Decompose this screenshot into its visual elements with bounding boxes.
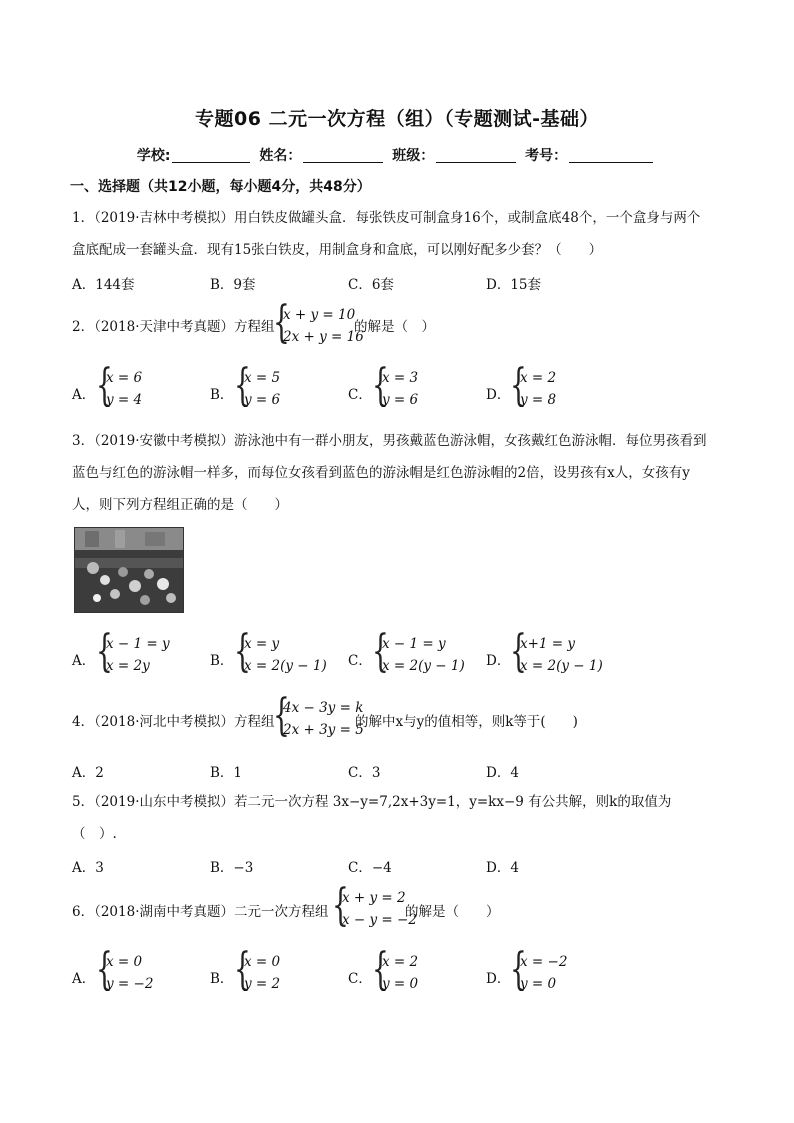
option-eq-2: x = 2(y − 1) bbox=[520, 658, 603, 674]
option-eq-2: y = 0 bbox=[382, 976, 419, 992]
q4-prefix: 4．（2018·河北中考模拟）方程组 bbox=[72, 714, 275, 730]
swimming-pool-photo bbox=[74, 527, 184, 613]
option-eq-2: y = 6 bbox=[382, 392, 419, 408]
option-eq-1: x = 2 bbox=[382, 954, 419, 970]
student-info-line bbox=[0, 145, 794, 165]
q4-suffix: 的解中x与y的值相等，则k等于( ) bbox=[355, 714, 578, 730]
option-eq-2: y = −2 bbox=[106, 976, 154, 992]
q3-option-c-label[interactable]: C． bbox=[348, 653, 372, 669]
option-eq-2: y = 6 bbox=[244, 392, 281, 408]
q1-option-d[interactable]: D．15套 bbox=[486, 277, 542, 293]
brace-icon: { bbox=[234, 360, 251, 411]
brace-icon: { bbox=[96, 360, 113, 411]
q6-option-a-label[interactable]: A． bbox=[72, 971, 96, 987]
brace-icon: { bbox=[332, 880, 349, 931]
q4-equation-1: 4x − 3y = k bbox=[283, 700, 364, 716]
brace-icon: { bbox=[372, 626, 389, 677]
option-eq-1: x = 3 bbox=[382, 370, 419, 386]
q3-text-line2: 蓝色与红色的游泳帽一样多，而每位女孩看到蓝色的游泳帽是红色游泳帽的2倍，设男孩有x人，女孩有y bbox=[72, 465, 690, 481]
school-label: 学校: bbox=[136, 148, 171, 164]
brace-icon: { bbox=[510, 944, 527, 995]
name-label: 姓名： bbox=[259, 148, 302, 164]
q2-prefix: 2．（2018·天津中考真题）方程组 bbox=[72, 319, 275, 335]
exam-no-label: 考号： bbox=[525, 148, 568, 164]
brace-icon: { bbox=[234, 626, 251, 677]
q3-text-line3: 人，则下列方程组正确的是（ ） bbox=[72, 497, 288, 513]
class-blank[interactable] bbox=[436, 148, 516, 163]
brace-icon: { bbox=[372, 360, 389, 411]
q1-option-a[interactable]: A．144套 bbox=[72, 277, 135, 293]
q6-equation-1: x + y = 2 bbox=[342, 890, 406, 906]
q5-text-line2: （ ）. bbox=[72, 826, 117, 842]
q6-option-c-label[interactable]: C． bbox=[348, 971, 372, 987]
brace-icon: { bbox=[510, 626, 527, 677]
option-eq-2: y = 8 bbox=[520, 392, 557, 408]
brace-icon: { bbox=[372, 944, 389, 995]
q2-option-c-label[interactable]: C． bbox=[348, 387, 372, 403]
school-blank[interactable] bbox=[172, 148, 250, 163]
q4-option-a[interactable]: A．2 bbox=[72, 765, 104, 781]
q6-suffix: 的解是（ ） bbox=[405, 904, 500, 920]
option-eq-1: x − 1 = y bbox=[382, 636, 446, 652]
option-eq-2: y = 4 bbox=[106, 392, 143, 408]
q4-option-d[interactable]: D．4 bbox=[486, 765, 519, 781]
option-eq-1: x = 6 bbox=[106, 370, 143, 386]
q5-option-a[interactable]: A．3 bbox=[72, 860, 104, 876]
name-blank[interactable] bbox=[303, 148, 383, 163]
q4-option-c[interactable]: C．3 bbox=[348, 765, 381, 781]
brace-icon: { bbox=[273, 690, 290, 741]
q6-option-d-label[interactable]: D． bbox=[486, 971, 511, 987]
q4-option-b[interactable]: B．1 bbox=[210, 765, 243, 781]
q1-option-b[interactable]: B．9套 bbox=[210, 277, 256, 293]
option-eq-2: x = 2(y − 1) bbox=[382, 658, 465, 674]
class-label: 班级： bbox=[392, 148, 435, 164]
option-eq-1: x = y bbox=[244, 636, 280, 652]
pool-image-icon bbox=[75, 528, 183, 612]
q2-equation-1: x + y = 10 bbox=[283, 307, 356, 323]
option-eq-1: x = 0 bbox=[244, 954, 281, 970]
brace-icon: { bbox=[234, 944, 251, 995]
q1-text-line2: 盒底配成一套罐头盒．现有15张白铁皮，用制盒身和盒底，可以刚好配多少套？（ ） bbox=[72, 242, 603, 258]
q5-option-b[interactable]: B．−3 bbox=[210, 860, 254, 876]
brace-icon: { bbox=[96, 944, 113, 995]
option-eq-1: x = 2 bbox=[520, 370, 557, 386]
option-eq-1: x = 5 bbox=[244, 370, 281, 386]
q2-suffix: 的解是（ ） bbox=[354, 319, 435, 335]
q6-prefix: 6．（2018·湖南中考真题）二元一次方程组 bbox=[72, 904, 329, 920]
option-eq-2: x = 2(y − 1) bbox=[244, 658, 327, 674]
brace-icon: { bbox=[510, 360, 527, 411]
option-eq-2: x = 2y bbox=[106, 658, 150, 674]
q4-equation-2: 2x + 3y = 5 bbox=[283, 722, 364, 738]
q3-option-a-label[interactable]: A． bbox=[72, 653, 96, 669]
q3-option-d-label[interactable]: D． bbox=[486, 653, 511, 669]
option-eq-1: x+1 = y bbox=[520, 636, 576, 652]
q2-option-a-label[interactable]: A． bbox=[72, 387, 96, 403]
option-eq-1: x = −2 bbox=[520, 954, 568, 970]
page-title: 专题06 二元一次方程（组）（专题测试-基础） bbox=[195, 108, 599, 130]
option-eq-1: x = 0 bbox=[106, 954, 143, 970]
option-eq-1: x − 1 = y bbox=[106, 636, 170, 652]
q5-text-line1: 5．（2019·山东中考模拟）若二元一次方程 3x−y=7,2x+3y=1，y=kx−9 有公共解，则k的取值为 bbox=[72, 794, 672, 810]
q2-option-b-label[interactable]: B． bbox=[210, 387, 234, 403]
q1-text-line1: 1．（2019·吉林中考模拟）用白铁皮做罐头盒．每张铁皮可制盒身16个，或制盒底48个，一个盒身与两个 bbox=[72, 210, 701, 226]
q2-option-d-label[interactable]: D． bbox=[486, 387, 511, 403]
q3-text-line1: 3．（2019·安徽中考模拟）游泳池中有一群小朋友，男孩戴蓝色游泳帽，女孩戴红色游泳帽．每位男孩看到 bbox=[72, 433, 707, 449]
q1-option-c[interactable]: C．6套 bbox=[348, 277, 394, 293]
q6-equation-2: x − y = −2 bbox=[342, 912, 417, 928]
q2-equation-2: 2x + y = 16 bbox=[283, 329, 364, 345]
option-eq-2: y = 2 bbox=[244, 976, 281, 992]
q6-option-b-label[interactable]: B． bbox=[210, 971, 234, 987]
brace-icon: { bbox=[273, 297, 290, 348]
q3-option-b-label[interactable]: B． bbox=[210, 653, 234, 669]
exam-no-blank[interactable] bbox=[569, 148, 653, 163]
brace-icon: { bbox=[96, 626, 113, 677]
option-eq-2: y = 0 bbox=[520, 976, 557, 992]
q5-option-d[interactable]: D．4 bbox=[486, 860, 519, 876]
q5-option-c[interactable]: C．−4 bbox=[348, 860, 392, 876]
section-heading: 一、选择题（共12小题，每小题4分，共48分） bbox=[70, 179, 371, 195]
